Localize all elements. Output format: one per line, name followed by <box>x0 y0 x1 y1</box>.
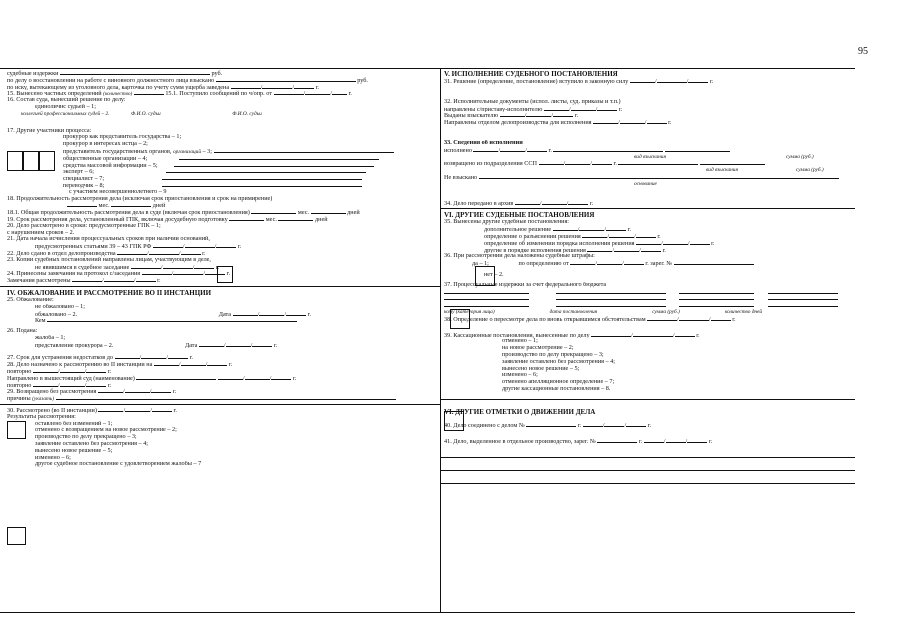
form-line: заявление оставлено без рассмотрения – 4; <box>502 358 616 365</box>
form-line: 39. Кассационные постановления, вынесенные по делу / / г. <box>444 331 700 339</box>
column-divider <box>440 68 441 613</box>
form-line: вынесено новое решение – 5; <box>502 365 580 372</box>
form-line: предусмотренных статьями 39 – 43 ГПК РФ / / г. <box>35 243 242 250</box>
form-line: 33. Сведения об исполнении <box>444 139 523 146</box>
form-line <box>444 295 850 302</box>
form-line: Кем <box>7 317 435 324</box>
form-line: 27. Срок для устранения недостатков до / / г. <box>7 354 193 362</box>
code-box[interactable] <box>475 266 495 286</box>
spacer <box>444 323 850 332</box>
form-line: 34. Дело передано в архив / / г. <box>444 199 594 207</box>
form-line: производство по делу прекращено – 3; <box>35 434 137 441</box>
form-line: определение о разъяснении решения / / г. <box>484 232 661 240</box>
form-line: Направлено в вышестоящий суд (наименование) / / г. <box>7 374 297 382</box>
form-line: единоличнс судьей – 1; <box>35 103 96 110</box>
section-divider <box>0 404 440 405</box>
form-line: общественные организации – 4; <box>7 155 435 162</box>
code-box[interactable] <box>7 527 26 545</box>
form-line: направлены с/приставу-исполнителю / / г. <box>444 105 623 113</box>
form-line: 29. Возвращено без рассмотрения / / г. <box>7 388 177 396</box>
form-line: вынесено новое решение – 5; <box>35 447 113 454</box>
form-line: на новое рассмотрение – 2; <box>502 345 574 352</box>
form-line: причины (указать) <box>7 395 435 402</box>
form-line: 23. Копии судебных постановлений направлены лицам, участвующим в деле, <box>7 256 211 263</box>
form-line: Направлены отделом делопроизводства для исполнения / / г. <box>444 119 672 126</box>
spacer <box>444 188 850 200</box>
form-line: 36. При рассмотрении дела наложены судебные штрафы: <box>444 253 595 260</box>
section-divider <box>440 208 855 209</box>
form-line: оставлено без изменений – 1; <box>35 420 113 427</box>
form-line: другое судебное постановление с удовлетворением жалобы – 7 <box>35 461 202 468</box>
form-line: не обжаловано – 1; <box>35 303 85 310</box>
code-box[interactable] <box>7 151 23 171</box>
form-line: нет – 2. <box>484 271 504 278</box>
code-box[interactable] <box>39 151 55 171</box>
form-line: 40. Дело соединено с делом № г. / / г. <box>444 421 652 429</box>
form-line: отменено – 1; <box>502 338 538 345</box>
spacer <box>7 118 435 128</box>
form-line: 17. Другие участники процесса: <box>7 127 92 134</box>
form-line: 38. Определение о пересмотре дела по вновь открывшимся обстоятельствам / / г. <box>444 315 736 323</box>
page-number: 95 <box>858 46 868 57</box>
form-line: другие кассационные постановления – 8. <box>502 385 611 392</box>
form-line: 21. Дата начала исчисления процессуальных сроков при наличии оснований, <box>7 236 210 243</box>
form-line <box>444 289 850 296</box>
spacer <box>444 428 850 438</box>
form-line: повторно / / г. <box>7 368 112 375</box>
section-heading: VI. ДРУГИЕ ОТМЕТКИ О ДВИЖЕНИИ ДЕЛА <box>444 407 596 416</box>
form-line: Выданы взыскателю / / г. <box>444 112 579 120</box>
form-line: изменено – 6; <box>502 372 538 379</box>
form-line: возвращено из подразделения ССП / / г. <box>444 160 850 167</box>
form-line: коллегией профессиональных судей – 2. Ф.И.О. судьи Ф.И.О. судьи <box>21 110 262 117</box>
form-line: средства массовой информации – 5; <box>7 162 435 169</box>
spacer <box>444 126 850 140</box>
form-line: 31. Решение (определение, постановление) вступило в законную силу / / г. <box>444 78 714 85</box>
form-line: 18.1. Общая продолжительность рассмотрения дела в суде (включая срок приостановления) мес. дней <box>7 209 360 216</box>
spacer <box>444 473 850 481</box>
form-line: обжаловано – 2. Дата / / г. <box>35 310 312 318</box>
form-line: заявление оставлено без рассмотрения – 4; <box>35 441 149 448</box>
form-line: жалоба – 1; <box>35 334 66 341</box>
code-box[interactable] <box>450 309 470 329</box>
form-line: представитель государственных органов, организаций – 3; <box>7 148 435 155</box>
code-box[interactable] <box>217 266 233 283</box>
form-line: 20. Дело рассмотрено в сроки: предусмотренные ГПК – 1; <box>7 222 161 229</box>
form-line: мес. дней <box>7 202 435 209</box>
right-column <box>444 70 850 486</box>
form-line: исполнено / / г. <box>444 147 850 154</box>
spacer <box>444 460 850 468</box>
form-line: Не взыскано <box>444 174 850 181</box>
code-box[interactable] <box>7 421 26 439</box>
form-line: основание <box>634 180 657 187</box>
form-line: 25. Обжалование: <box>7 296 54 303</box>
form-line: 19. Срок рассмотрения дела, установленный ГПК, включая досудебную подготовку мес. дней <box>7 215 328 223</box>
form-line: 41. Дело, выделенное в отдельное производство, зарег. № г. / / г. <box>444 438 713 446</box>
form-line: кому (категория лица) дата постановления сумма (руб.) количество дней <box>444 308 763 315</box>
form-line: повторно / / г. <box>7 381 112 389</box>
form-line: 28. Дело назначено к рассмотрению во II инстанции на / / г. <box>7 361 233 369</box>
code-box[interactable] <box>23 151 39 171</box>
form-line: 16. Состав суда, вынесший решение по делу: <box>7 97 126 104</box>
form-line: отменено с возвращением на новое рассмотрение – 2; <box>35 427 177 434</box>
form-line: вид взыскания сумма (руб.) <box>634 153 814 160</box>
section-heading: VI. ДРУГИЕ СУДЕБНЫЕ ПОСТАНОВЛЕНИЯ <box>444 211 595 220</box>
form-line: прокурор в интересах истца – 2; <box>63 141 148 148</box>
form-line: эксперт – 6; <box>7 168 435 175</box>
form-line: Результаты рассмотрения: <box>7 413 76 420</box>
blank-line <box>440 470 855 471</box>
section-heading: V. ИСПОЛНЕНИЕ СУДЕБНОГО ПОСТАНОВЛЕНИЯ <box>444 70 618 78</box>
form-line: другие в порядке исполнения решения / / г. <box>484 246 666 254</box>
form-line: 26. Подана: <box>7 328 38 335</box>
code-box[interactable] <box>444 411 464 431</box>
form-line: специалист – 7; <box>7 175 435 182</box>
blank-line <box>440 457 855 458</box>
form-line: по иску, вытекающему из уголовного дела, карточка по учету сумм ущерба заведена / / г. <box>7 83 320 91</box>
form-line <box>444 302 850 309</box>
form-line: судебные издержки руб. <box>7 70 223 77</box>
form-line: производство по делу прекращено – 3; <box>502 351 604 358</box>
form-line: 32. Исполнительные документы (испол. листы, суд. приказы и т.п.) <box>444 98 621 105</box>
form-line: изменено – 6; <box>35 454 71 461</box>
section-divider <box>0 286 440 287</box>
form-line: с участием несовершеннолетнего – 9 <box>69 188 167 195</box>
form-line: 30. Рассмотрено (во II инстанции) / / г. <box>7 407 177 414</box>
form-line: 15. Вынесено частных определений (количество) 15.1. Поступило сообщений по ч/опр. от / / г. <box>7 90 352 98</box>
form-line: 24. Принесены замечания на протокол с/заседания / / г. <box>7 270 231 278</box>
form-line: прокурор как представитель государства – 1; <box>63 134 182 141</box>
form-line: определение об изменении порядка исполнения решения / / г. <box>484 239 715 247</box>
form-line: не явившимся в судебное заседание / / г. <box>35 263 220 271</box>
form-line: переводчик – 8; <box>7 182 435 189</box>
form-line: дополнительное решение / / г. <box>484 226 632 233</box>
spacer <box>444 85 850 99</box>
form-line: 22. Дело сдано в отдел делопроизводства / / г. <box>7 249 206 257</box>
form-line: вид взыскания сумма (руб.) <box>706 167 824 174</box>
form-line: Замечания рассмотрены / / г. <box>7 277 161 284</box>
form-line: 18. Продолжительность рассмотрения дела (исключая срок приостановления и срок на примирение) <box>7 195 273 202</box>
form-line: 37. Процессуальные издержки за счет федерального бюджета <box>444 281 607 288</box>
form-line: 35. Вынесены другие судебные постановления: <box>444 219 570 226</box>
form-line: да – 1; по определению от / / г. зарег. № <box>444 260 850 267</box>
blank-line <box>440 483 855 484</box>
spacer <box>444 445 850 455</box>
form-line: по делу о восстановлении на работе с виновного должностного лица взыскано руб. <box>7 76 368 84</box>
section-heading: IV. ОБЖАЛОВАНИЕ И РАССМОТРЕНИЕ ВО II ИНСТАНЦИИ <box>7 288 212 297</box>
section-divider <box>440 399 855 400</box>
form-line: представление прокурора – 2. Дата / / г. <box>35 341 278 349</box>
form-line: отменено апелляционное определение – 7; <box>502 379 615 386</box>
form-line: с нарушением сроков – 2. <box>7 229 75 236</box>
